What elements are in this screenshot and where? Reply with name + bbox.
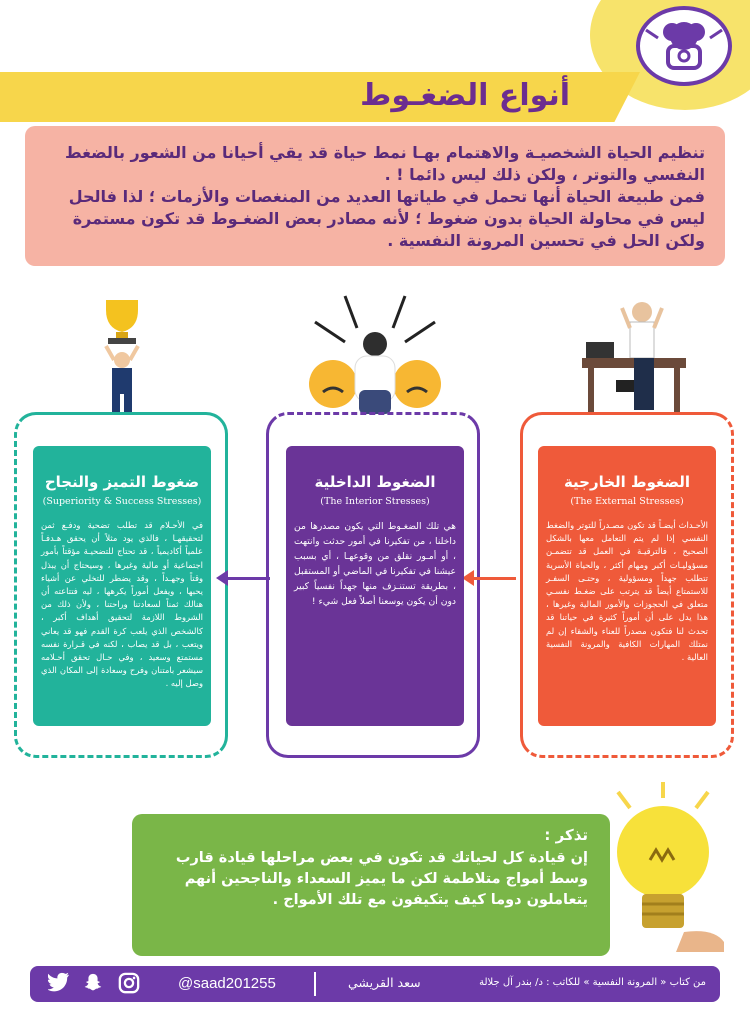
- success-stress-card: [33, 446, 211, 726]
- trophy-man-illustration: [92, 298, 152, 416]
- twitter-icon[interactable]: [46, 972, 72, 996]
- arrow-head-purple: [216, 570, 228, 586]
- page-title: أنواع الضغـوط: [360, 78, 570, 113]
- interior-title: الضغوط الداخلية: [314, 473, 436, 491]
- external-subtitle: (The External Stresses): [570, 496, 684, 507]
- remember-title: تذكر :: [544, 826, 588, 844]
- external-stress-card: [538, 446, 716, 726]
- lightbulb-icon: [598, 782, 728, 952]
- success-title: ضغوط التميز والنجاح: [44, 473, 200, 491]
- intro-paragraph-2: فمن طبيعة الحياة أنها تحمل في طياتها العديد من المنغصات والأزمات ؛ لذا فالحل ليس في محاولة الحياة بدون ضغوط ؛ لأنه مصادر بعض الضغـوط قد تكون مستمرة ولكن الحل في تحسين المرونة النفسية .: [68, 187, 705, 250]
- success-subtitle: (Superiority & Success Stresses): [42, 496, 202, 507]
- logo-circle: [636, 6, 732, 86]
- stressed-head-icon: [640, 10, 728, 82]
- intro-box: [25, 126, 725, 266]
- external-body: الأحـداث أيضـاً قد تكون مصـدراً للتوتر والضغط النفسي إذا لم يتم التعامل معها بالشكل الصحيح ، فالترقيـة في العمل قد تتضمـن مسؤوليـات أكبر ومهام أكثر ، والحياة الأسرية تتطلب جهداً ومسؤولية ، وحتـى السفـر للاستمتاع أيضاً قد يترتب على ضغـط نفسـي متعلق في الحجوزات والأمور المالية وغيرها ، هذا يدل على أن أموراً كثيرة في حياتنا قد تحدث لنا فتكون مصدراً للعناء والشقاء إن لم نمتلك المهارات الكافية والمرونة النفسية العالية .: [546, 520, 708, 663]
- success-body: في الأحـلام قد تطلب تضحية ودفـع ثمن لتحقيقهـا ، فالذي يود مثلاً أن يحقق هـدفـاً علمياً أكاديمياً ، قد تحتاج للتضحيـة مؤقتاً بأمور اجتماعية أو مالية وغيرها ، وسيحتاج أن يبذل وقتاً وجهـداً ، وقد يضطر للتخلي عن أشياء يحبها ، ويفعل أموراً يكرهها ، ليه فتتاعته أن هنالك ثمناً لسعادتنا وراحتنا ، ولأن ذلك من الشروط اللازمة لتحقيق أهداف أكبر ، كالشخص الذي يلعب كرة القدم فهو قد يعاني ويتعب ، بل قد يصاب ، لكنه في قـرارة نفسه مستمتع وسعيد ، وفي حـال تحقق أحـلامه سيشعر بامتنان وفرح وسعادة إلى المكان الذي وصل إليه .: [41, 520, 203, 689]
- snapchat-icon[interactable]: [80, 972, 106, 996]
- footer-divider: [314, 972, 316, 996]
- interior-stress-illustration: [305, 292, 445, 418]
- remember-box: [132, 814, 610, 956]
- author-name: سعد القريشي: [348, 975, 421, 990]
- intro-paragraph-1: تنظيم الحياة الشخصيـة والاهتمام بهـا نمط حياة قد يقي أحيانا من الشعور بالضغط النفسي والتوتر ، ولكن ذلك ليس دائما ! .: [65, 143, 705, 184]
- office-stress-illustration: [582, 298, 686, 416]
- interior-stress-card: [286, 446, 464, 726]
- interior-subtitle: (The Interior Stresses): [320, 496, 430, 507]
- remember-body: إن قيادة كل لحياتك قد تكون في بعض مراحلها قيادة قارب وسط أمواج متلاطمة لكن ما يميز السعداء والناجحين أنهم يتعاملون دوما كيف يتكيفون مع تلك الأمواج .: [175, 850, 588, 908]
- instagram-icon[interactable]: [116, 972, 142, 996]
- arrow-interior-to-success: [224, 577, 270, 580]
- social-handle[interactable]: @saad201255: [178, 975, 276, 992]
- arrow-external-to-interior: [470, 577, 516, 580]
- interior-body: هي تلك الضغـوط التي يكون مصدرها من داخلنا ، من تفكيرنا في أمور حدثت وانتهت ، أو أمـور نقلق من وقوعهـا ، أي بسبب عيشنا في تفكيرنا في الماضي أو المستقبل ، بطريقة تستنـزف منها جهداً نفسياً كبير دون أن يكون يوسعنا أصلاً فعل شيء !: [294, 521, 456, 607]
- book-source: من كتاب « المرونة النفسية » للكاتب : د/ بندر آل جلالة: [479, 977, 706, 988]
- external-title: الضغوط الخارجية: [563, 473, 691, 491]
- footer-bar: [30, 966, 720, 1002]
